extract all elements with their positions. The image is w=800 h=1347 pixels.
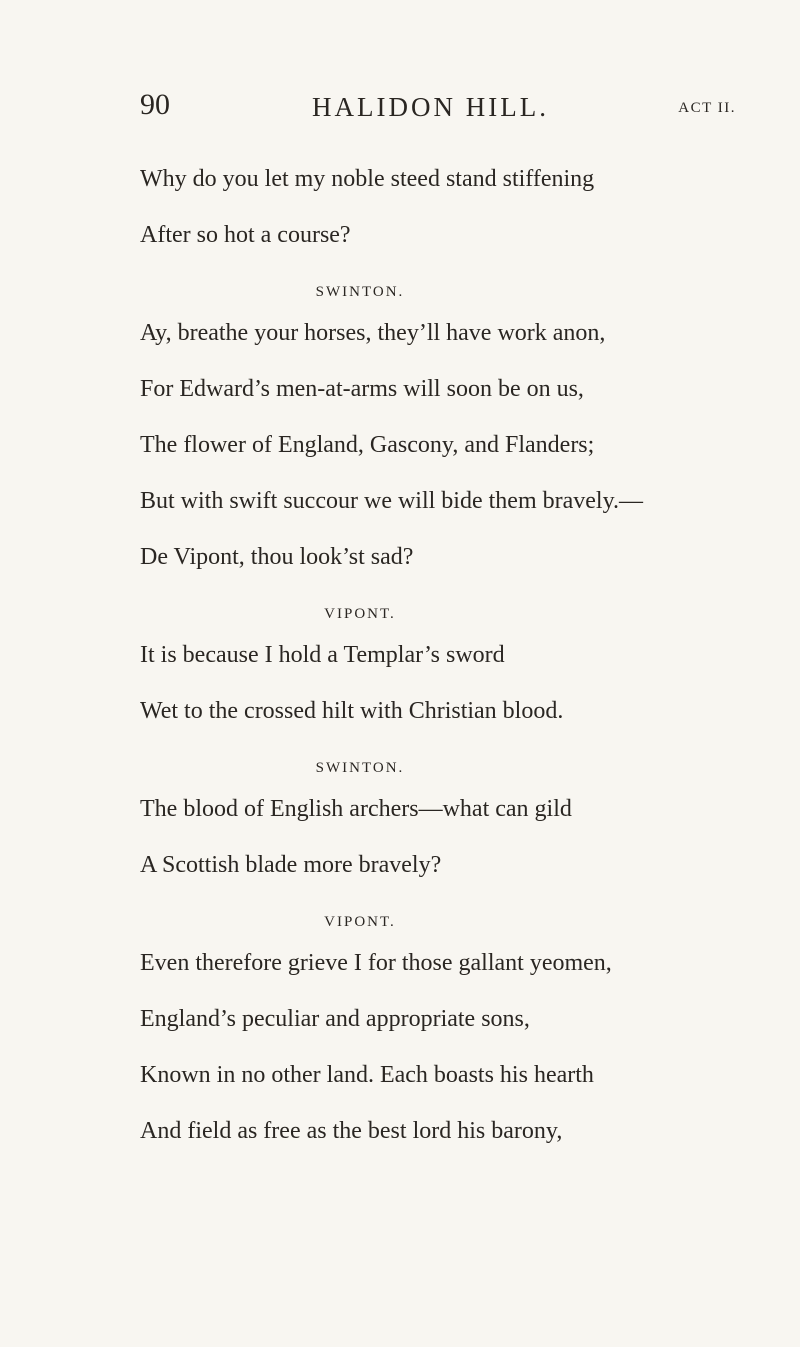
- running-head: [140, 88, 736, 128]
- play-text: [140, 164, 760, 1172]
- verse-line: England’s peculiar and appropriate sons,: [140, 1006, 530, 1032]
- act-label: ACT II.: [678, 100, 736, 116]
- verse-line: Why do you let my noble steed stand stiffening: [140, 166, 595, 192]
- verse-line: A Scottish blade more bravely?: [140, 852, 442, 878]
- verse-line: The flower of England, Gascony, and Flanders;: [140, 432, 595, 458]
- verse-line: Ay, breathe your horses, they’ll have work anon,: [140, 320, 606, 346]
- verse-line: It is because I hold a Templar’s sword: [140, 642, 505, 668]
- verse-line: And field as free as the best lord his barony,: [140, 1118, 563, 1144]
- page-number: 90: [140, 88, 170, 121]
- running-title: HALIDON HILL.: [312, 92, 549, 122]
- verse-line: De Vipont, thou look’st sad?: [140, 544, 414, 570]
- verse-line: Wet to the crossed hilt with Christian blood.: [140, 698, 564, 724]
- verse-line: The blood of English archers—what can gild: [140, 796, 572, 822]
- verse-line: Even therefore grieve I for those gallant yeomen,: [140, 950, 612, 976]
- verse-line: After so hot a course?: [140, 222, 351, 248]
- speaker-name: SWINTON.: [315, 284, 405, 300]
- verse-line: Known in no other land. Each boasts his hearth: [140, 1062, 594, 1088]
- speaker-name: VIPONT.: [324, 606, 396, 622]
- verse-line: But with swift succour we will bide them bravely.—: [140, 488, 644, 514]
- verse-line: For Edward’s men-at-arms will soon be on us,: [140, 376, 584, 402]
- speaker-name: VIPONT.: [324, 914, 396, 930]
- speaker-name: SWINTON.: [315, 760, 405, 776]
